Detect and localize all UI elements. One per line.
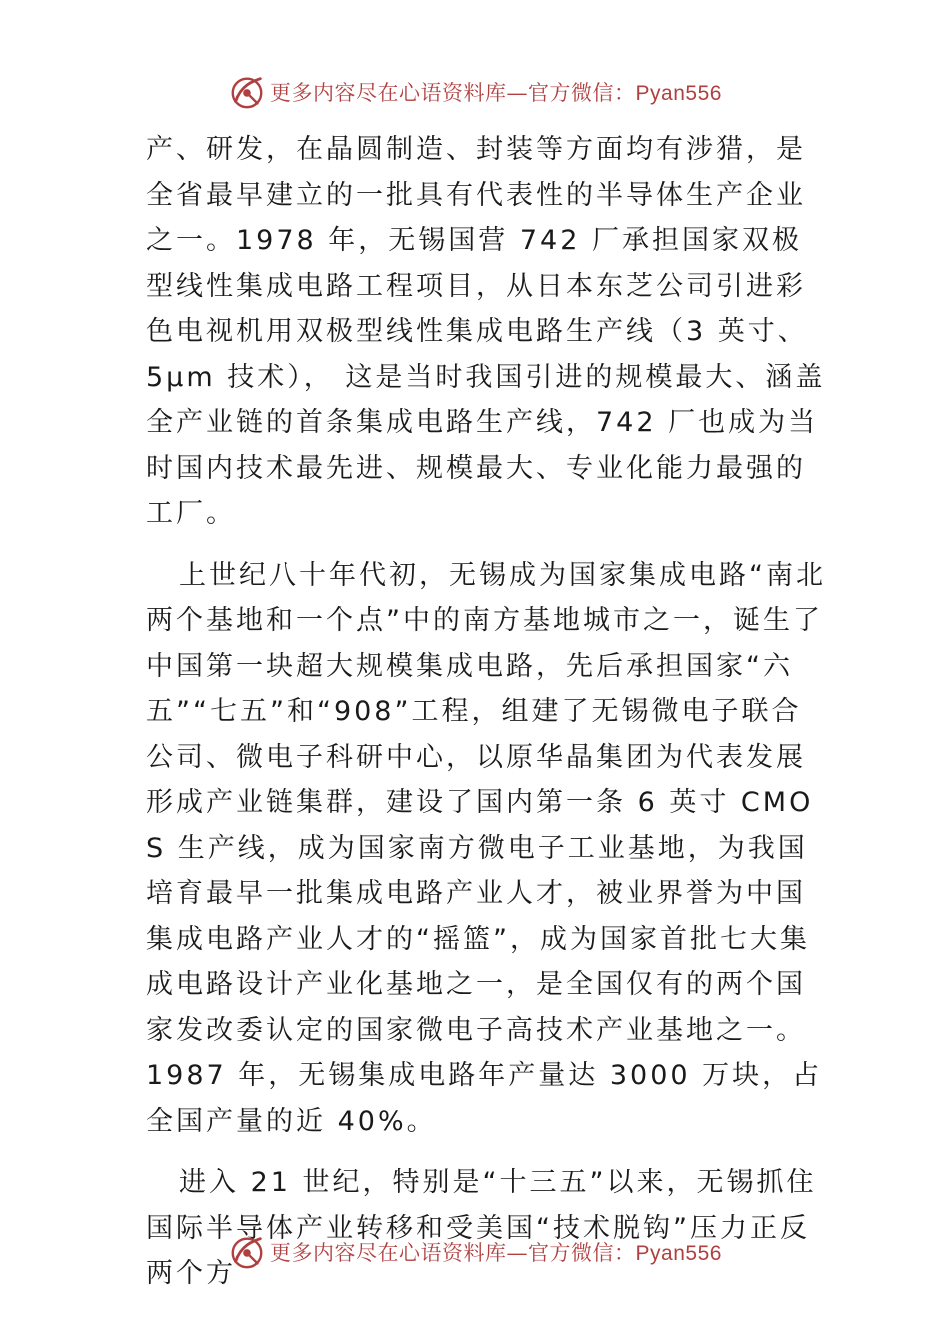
footer-wechat-account: Pyan556 (635, 1242, 722, 1265)
paragraph-3: 进入 21 世纪，特别是“十三五”以来，无锡抓住国际半导体产业转移和受美国“技术脱钩”压力正反两个方 (146, 1167, 817, 1289)
paragraph-2: 上世纪八十年代初，无锡成为国家集成电路“南北两个基地和一个点”中的南方基地城市之一，诞生了中国第一块超大规模集成电路，先后承担国家“六五”“七五”和“908”工程，组建了无锡微电子联合公司、微电子科研中心，以原华晶集团为代表发展形成产业链集群，建设了国内第一条 6 英寸 CMOS 生产线，成为国家南方微电子工业基地，为我国培育最早一批集成电路产业人才，被业界誉为中国集成电路产业人才的“摇篮”，成为国家首批七大集成电路设计产业化基地之一，是全国仅有的两个国家发改委认定的国家微电子高技术产业基地之一。1987 年，无锡集成电路年产量达 3000 万块，占全国产量的近 40%。 (146, 559, 826, 1137)
footer-banner-text: 更多内容尽在心语资料库—官方微信：Pyan556 (270, 1241, 722, 1265)
footer-banner (0, 1230, 950, 1274)
header-wechat-account: Pyan556 (635, 82, 722, 105)
brand-logo-icon (228, 1233, 266, 1271)
header-banner (0, 70, 950, 114)
header-banner-text: 更多内容尽在心语资料库—官方微信：Pyan556 (270, 81, 722, 105)
document-body (146, 127, 826, 1297)
paragraph-1: 产、研发，在晶圆制造、封装等方面均有涉猎，是全省最早建立的一批具有代表性的半导体生产企业之一。1978 年，无锡国营 742 厂承担国家双极型线性集成电路工程项目，从日本东芝公司引进彩色电视机用双极型线性集成电路生产线（3 英寸、5μm 技术）， 这是当时我国引进的规模最大、涵盖全产业链的首条集成电路生产线，742 厂也成为当时国内技术最先进、规模最大、专业化能力最强的工厂。 (146, 134, 826, 529)
brand-logo-icon (228, 73, 266, 111)
